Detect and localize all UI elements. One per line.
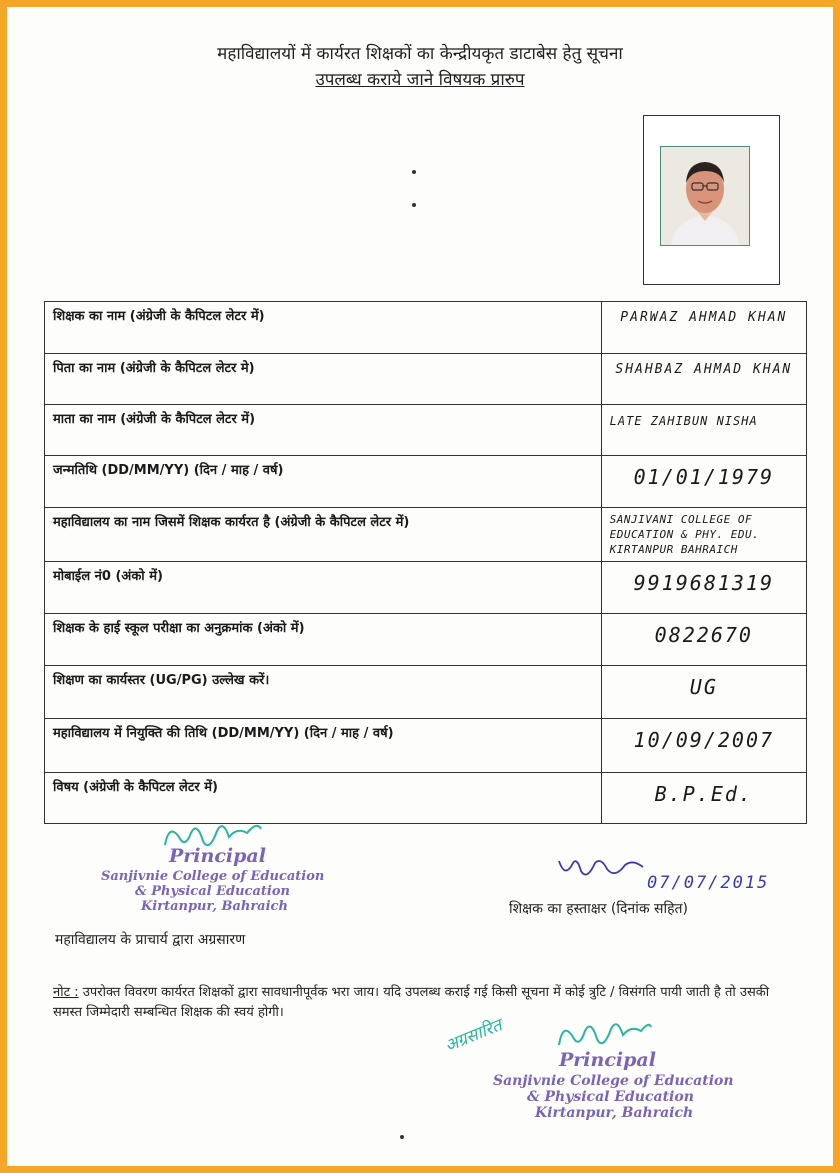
note-text: उपरोक्त विवरण कार्यरत शिक्षकों द्वारा सावधानीपूर्वक भरा जाय। यदि उपलब्ध कराई गई किसी सूचना में कोई त्रुटि / विसंगति पायी जाती है तो उसकी समस्त जिम्मेदारी सम्बन्धित शिक्षक की स्वयं होगी। (53, 985, 770, 1020)
field-value: 0822670 (601, 614, 806, 666)
field-label: विषय (अंग्रेजी के कैपिटल लेटर में) (45, 773, 602, 824)
stamp-line: Sanjivnie College of Education (493, 1073, 734, 1089)
field-value: SHAHBAZ AHMAD KHAN (601, 354, 806, 405)
table-row (45, 666, 807, 719)
scan-speck (412, 203, 416, 207)
table-row (45, 562, 807, 614)
teacher-sign-date: 07/07/2015 (647, 873, 770, 893)
form-title: महाविद्यालयों में कार्यरत शिक्षकों का केन्द्रीयकृत डाटाबेस हेतु सूचना (217, 44, 623, 64)
teacher-photo (660, 146, 750, 246)
table-row (45, 302, 807, 354)
field-value: PARWAZ AHMAD KHAN (601, 302, 806, 354)
stamp-line: Kirtanpur, Bahraich (141, 899, 288, 914)
note-label: नोट : (53, 985, 79, 1000)
field-value: 10/09/2007 (601, 719, 806, 773)
field-value: 01/01/1979 (601, 456, 806, 508)
scan-speck (412, 170, 416, 174)
field-label: शिक्षक का नाम (अंग्रेजी के कैपिटल लेटर में) (45, 302, 602, 354)
teacher-signature (555, 853, 655, 889)
teacher-info-table (44, 301, 807, 824)
stamp-line: & Physical Education (527, 1089, 694, 1105)
table-row (45, 508, 807, 562)
table-row (45, 456, 807, 508)
stamp-title: Principal (559, 1049, 656, 1071)
stamp-line: Kirtanpur, Bahraich (535, 1105, 694, 1121)
field-value: 9919681319 (601, 562, 806, 614)
field-label: पिता का नाम (अंग्रेजी के कैपिटल लेटर मे) (45, 354, 602, 405)
form-subtitle: उपलब्ध कराये जाने विषयक प्रारुप (315, 70, 525, 90)
stamp-line: Sanjivnie College of Education (101, 869, 325, 884)
field-value: B.P.Ed. (601, 773, 806, 824)
field-label: महाविद्यालय में नियुक्ति की तिथि (DD/MM/YY) (दिन / माह / वर्ष) (45, 719, 602, 773)
table-row (45, 354, 807, 405)
principal-stamp-1 (101, 845, 324, 914)
forwarded-handwritten-note: अग्रसारित (442, 1015, 505, 1057)
table-row (45, 614, 807, 666)
field-label: शिक्षण का कार्यस्तर (UG/PG) उल्लेख करें। (45, 666, 602, 719)
field-label: जन्मतिथि (DD/MM/YY) (दिन / माह / वर्ष) (45, 456, 602, 508)
table-row (45, 405, 807, 456)
principal-stamp-2 (493, 1049, 734, 1121)
field-label: शिक्षक के हाई स्कूल परीक्षा का अनुक्रमांक (अंको में) (45, 614, 602, 666)
note-block (53, 983, 783, 1023)
scan-speck (400, 1135, 404, 1139)
field-label: मोबाईल नं0 (अंको में) (45, 562, 602, 614)
field-label: महाविद्यालय का नाम जिसमें शिक्षक कार्यरत है (अंग्रेजी के कैपिटल लेटर में) (45, 508, 602, 562)
field-value: SANJIVANI COLLEGE OF EDUCATION & PHY. EDU. KIRTANPUR BAHRAICH (601, 508, 806, 562)
document-page (7, 7, 833, 1166)
table-row (45, 719, 807, 773)
field-value: UG (601, 666, 806, 719)
teacher-portrait-image (661, 147, 749, 245)
stamp-title: Principal (169, 845, 266, 867)
teacher-sign-label: शिक्षक का हस्ताक्षर (दिनांक सहित) (509, 901, 689, 917)
field-value: LATE ZAHIBUN NISHA (601, 405, 806, 456)
field-label: माता का नाम (अंग्रेजी के कैपिटल लेटर में) (45, 405, 602, 456)
stamp-line: & Physical Education (135, 884, 290, 899)
photo-frame (643, 115, 780, 285)
principal-forward-label: महाविद्यालय के प्राचार्य द्वारा अग्रसारण (55, 932, 246, 948)
